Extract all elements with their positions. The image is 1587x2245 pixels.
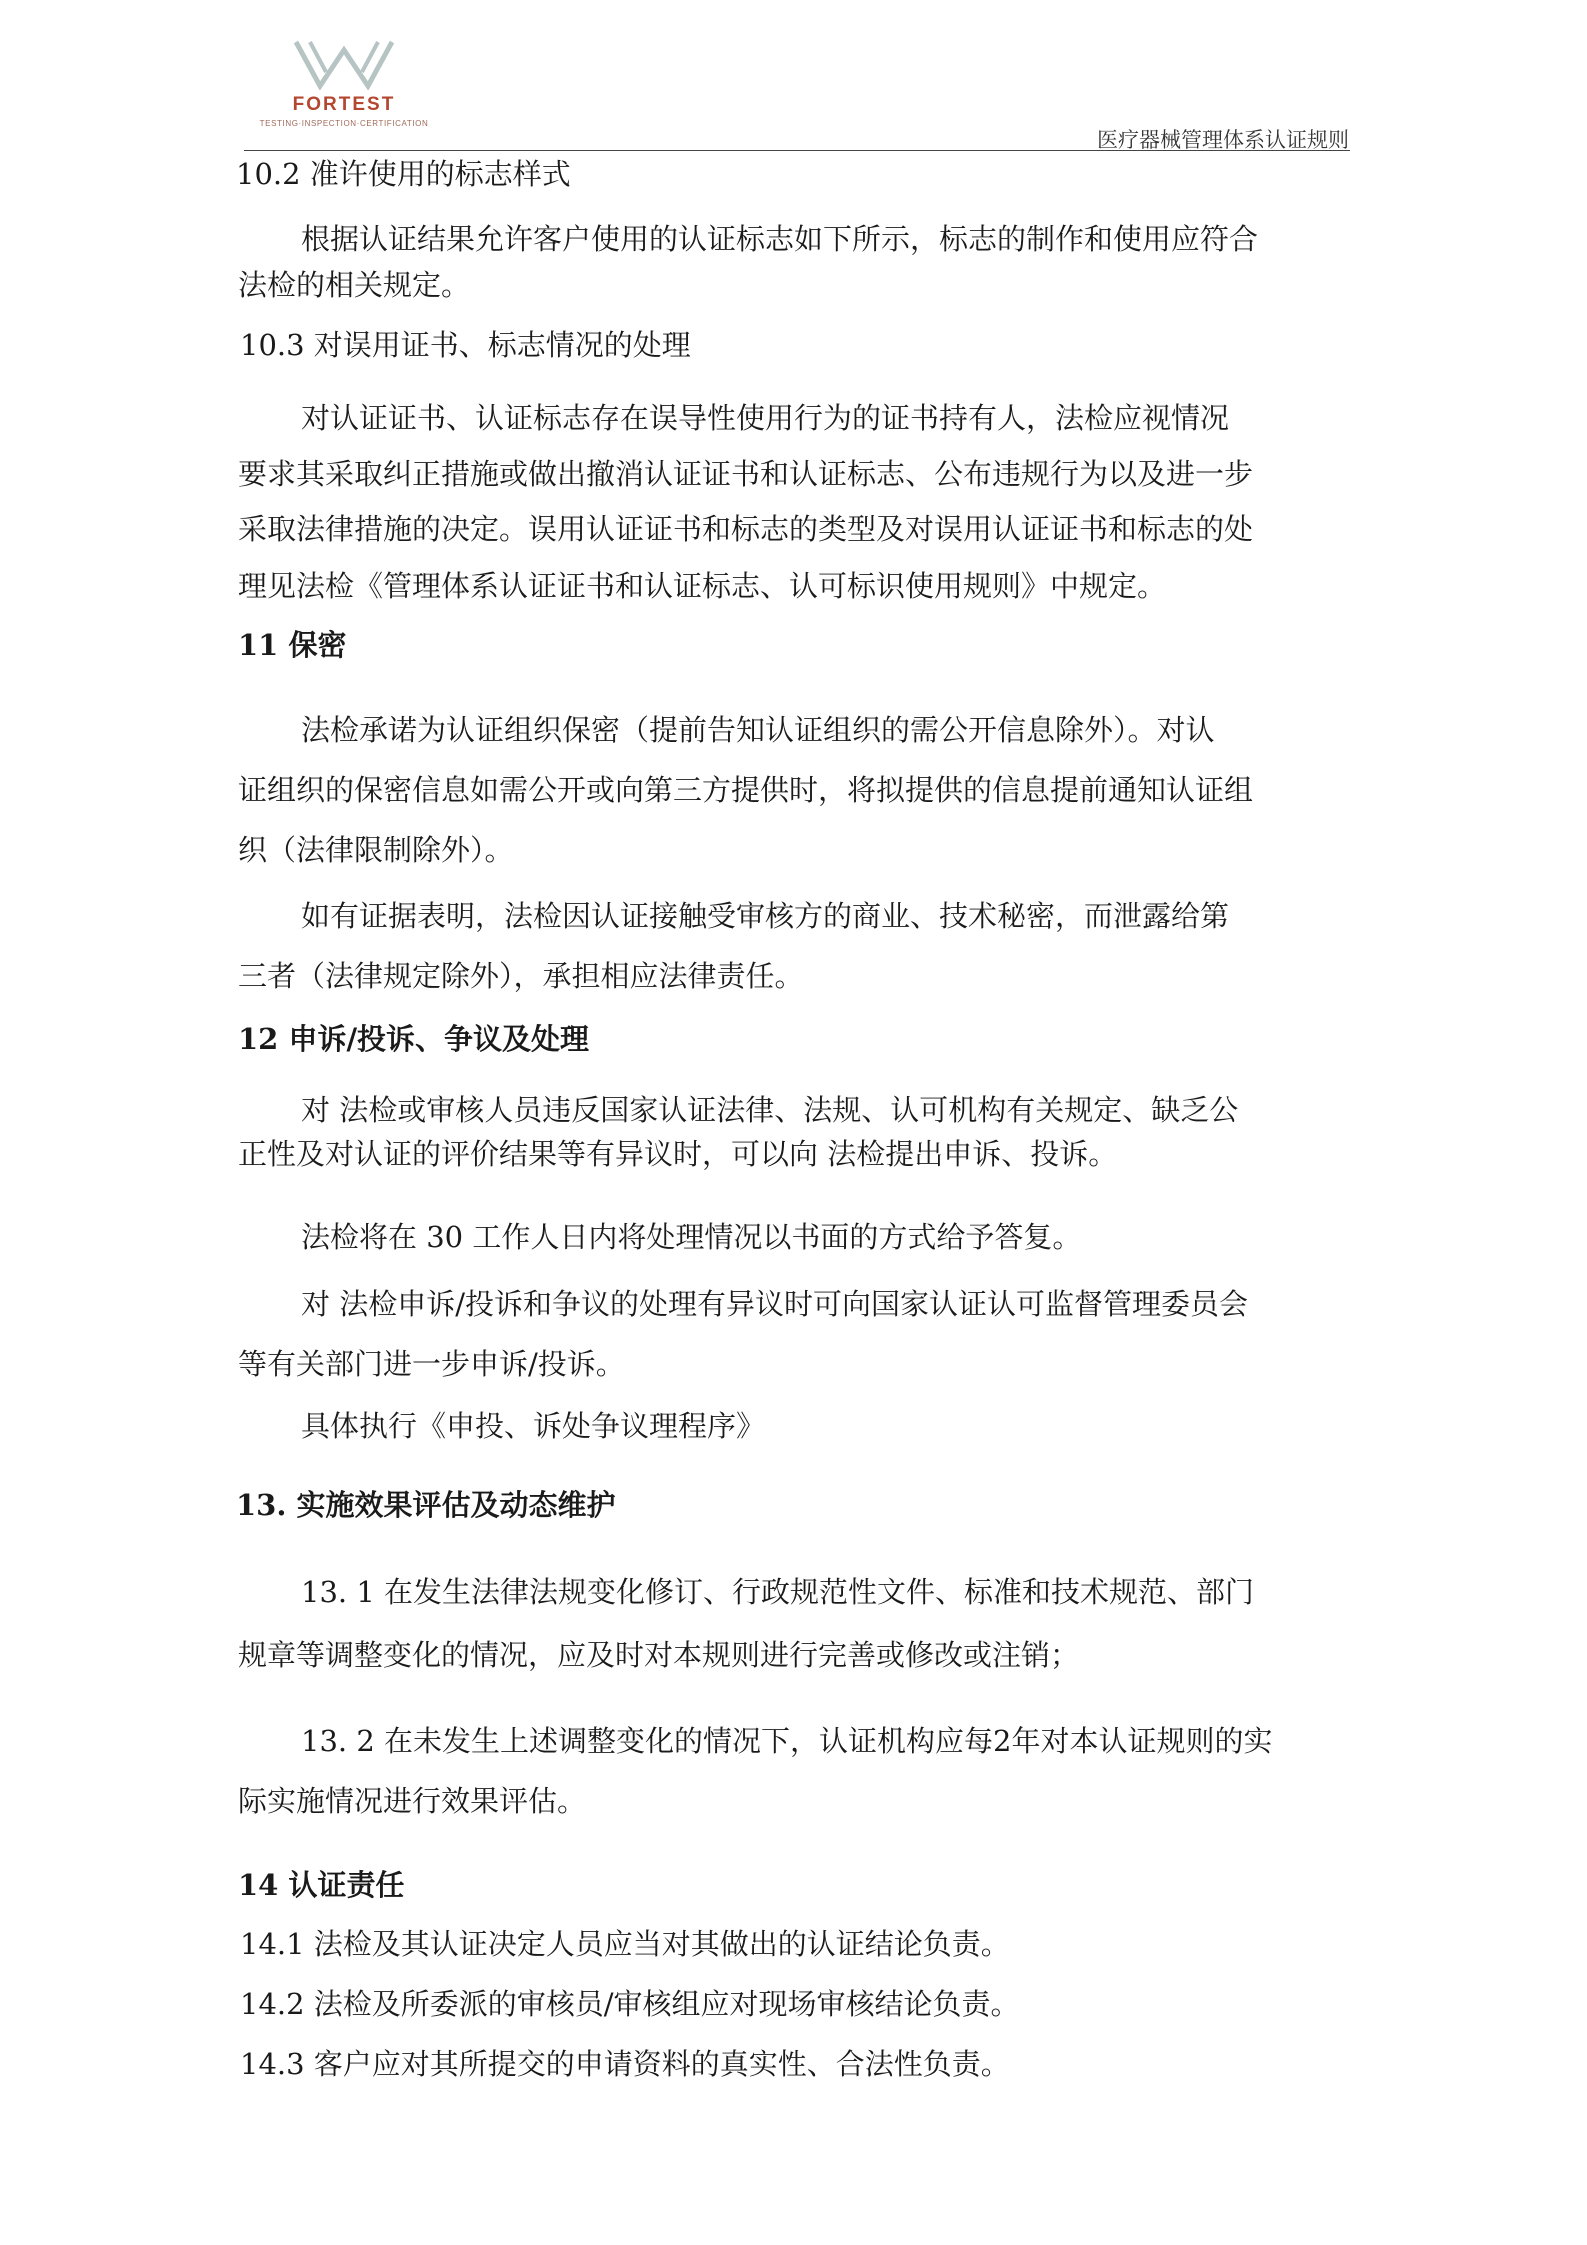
paragraph-line: 规章等调整变化的情况，应及时对本规则进行完善或修改或注销； xyxy=(238,1638,1080,1672)
paragraph-line: 根据认证结果允许客户使用的认证标志如下所示，标志的制作和使用应符合 xyxy=(301,222,1259,256)
section-heading-13: 13. 实施效果评估及动态维护 xyxy=(236,1488,616,1522)
logo-tagline: TESTING·INSPECTION·CERTIFICATION xyxy=(259,119,429,128)
paragraph-line: 三者（法律规定除外），承担相应法律责任。 xyxy=(238,959,804,993)
logo-mark-icon xyxy=(292,38,396,90)
document-title: 医疗器械管理体系认证规则 xyxy=(1097,128,1349,152)
paragraph-line: 织（法律限制除外）。 xyxy=(238,833,514,867)
list-item: 14.3 客户应对其所提交的申请资料的真实性、合法性负责。 xyxy=(240,2047,1010,2081)
paragraph-line: 理见法检《管理体系认证证书和认证标志、认可标识使用规则》中规定。 xyxy=(238,569,1167,603)
paragraph-line: 对 法检申诉/投诉和争议的处理有异议时可向国家认证认可监督管理委员会 xyxy=(301,1287,1248,1321)
section-heading-12: 12 申诉/投诉、争议及处理 xyxy=(238,1022,590,1056)
paragraph-line: 13. 1 在发生法律法规变化修订、行政规范性文件、标准和技术规范、部门 xyxy=(301,1575,1255,1609)
section-heading-11: 11 保密 xyxy=(238,628,347,662)
section-heading-10-3: 10.3 对误用证书、标志情况的处理 xyxy=(240,328,691,362)
paragraph-line: 证组织的保密信息如需公开或向第三方提供时，将拟提供的信息提前通知认证组 xyxy=(238,773,1254,807)
list-item: 14.2 法检及所委派的审核员/审核组应对现场审核结论负责。 xyxy=(240,1987,1020,2021)
paragraph-line: 采取法律措施的决定。误用认证证书和标志的类型及对误用认证证书和标志的处 xyxy=(238,512,1254,546)
paragraph-line: 等有关部门进一步申诉/投诉。 xyxy=(238,1347,625,1381)
paragraph-line: 法检将在 30 工作人日内将处理情况以书面的方式给予答复。 xyxy=(301,1220,1082,1254)
paragraph-line: 如有证据表明，法检因认证接触受审核方的商业、技术秘密，而泄露给第 xyxy=(301,899,1230,933)
paragraph-line: 对认证证书、认证标志存在误导性使用行为的证书持有人，法检应视情况 xyxy=(301,401,1230,435)
list-item: 14.1 法检及其认证决定人员应当对其做出的认证结论负责。 xyxy=(240,1927,1010,1961)
paragraph-line: 法检的相关规定。 xyxy=(238,268,471,302)
logo-brand-text: FORTEST xyxy=(292,94,396,115)
paragraph-line: 13. 2 在未发生上述调整变化的情况下，认证机构应每2年对本认证规则的实 xyxy=(301,1724,1273,1758)
section-heading-10-2: 10.2 准许使用的标志样式 xyxy=(236,157,571,191)
paragraph-line: 要求其采取纠正措施或做出撤消认证证书和认证标志、公布违规行为以及进一步 xyxy=(238,457,1254,491)
paragraph-line: 际实施情况进行效果评估。 xyxy=(238,1784,587,1818)
paragraph-line: 具体执行《申投、诉处争议理程序》 xyxy=(301,1409,766,1443)
paragraph-line: 正性及对认证的评价结果等有异议时，可以向 法检提出申诉、投诉。 xyxy=(238,1137,1118,1171)
section-heading-14: 14 认证责任 xyxy=(238,1868,405,1902)
company-logo xyxy=(244,38,444,138)
header-divider xyxy=(244,150,1350,151)
paragraph-line: 对 法检或审核人员违反国家认证法律、法规、认可机构有关规定、缺乏公 xyxy=(301,1093,1239,1127)
paragraph-line: 法检承诺为认证组织保密（提前告知认证组织的需公开信息除外）。对认 xyxy=(301,713,1215,747)
